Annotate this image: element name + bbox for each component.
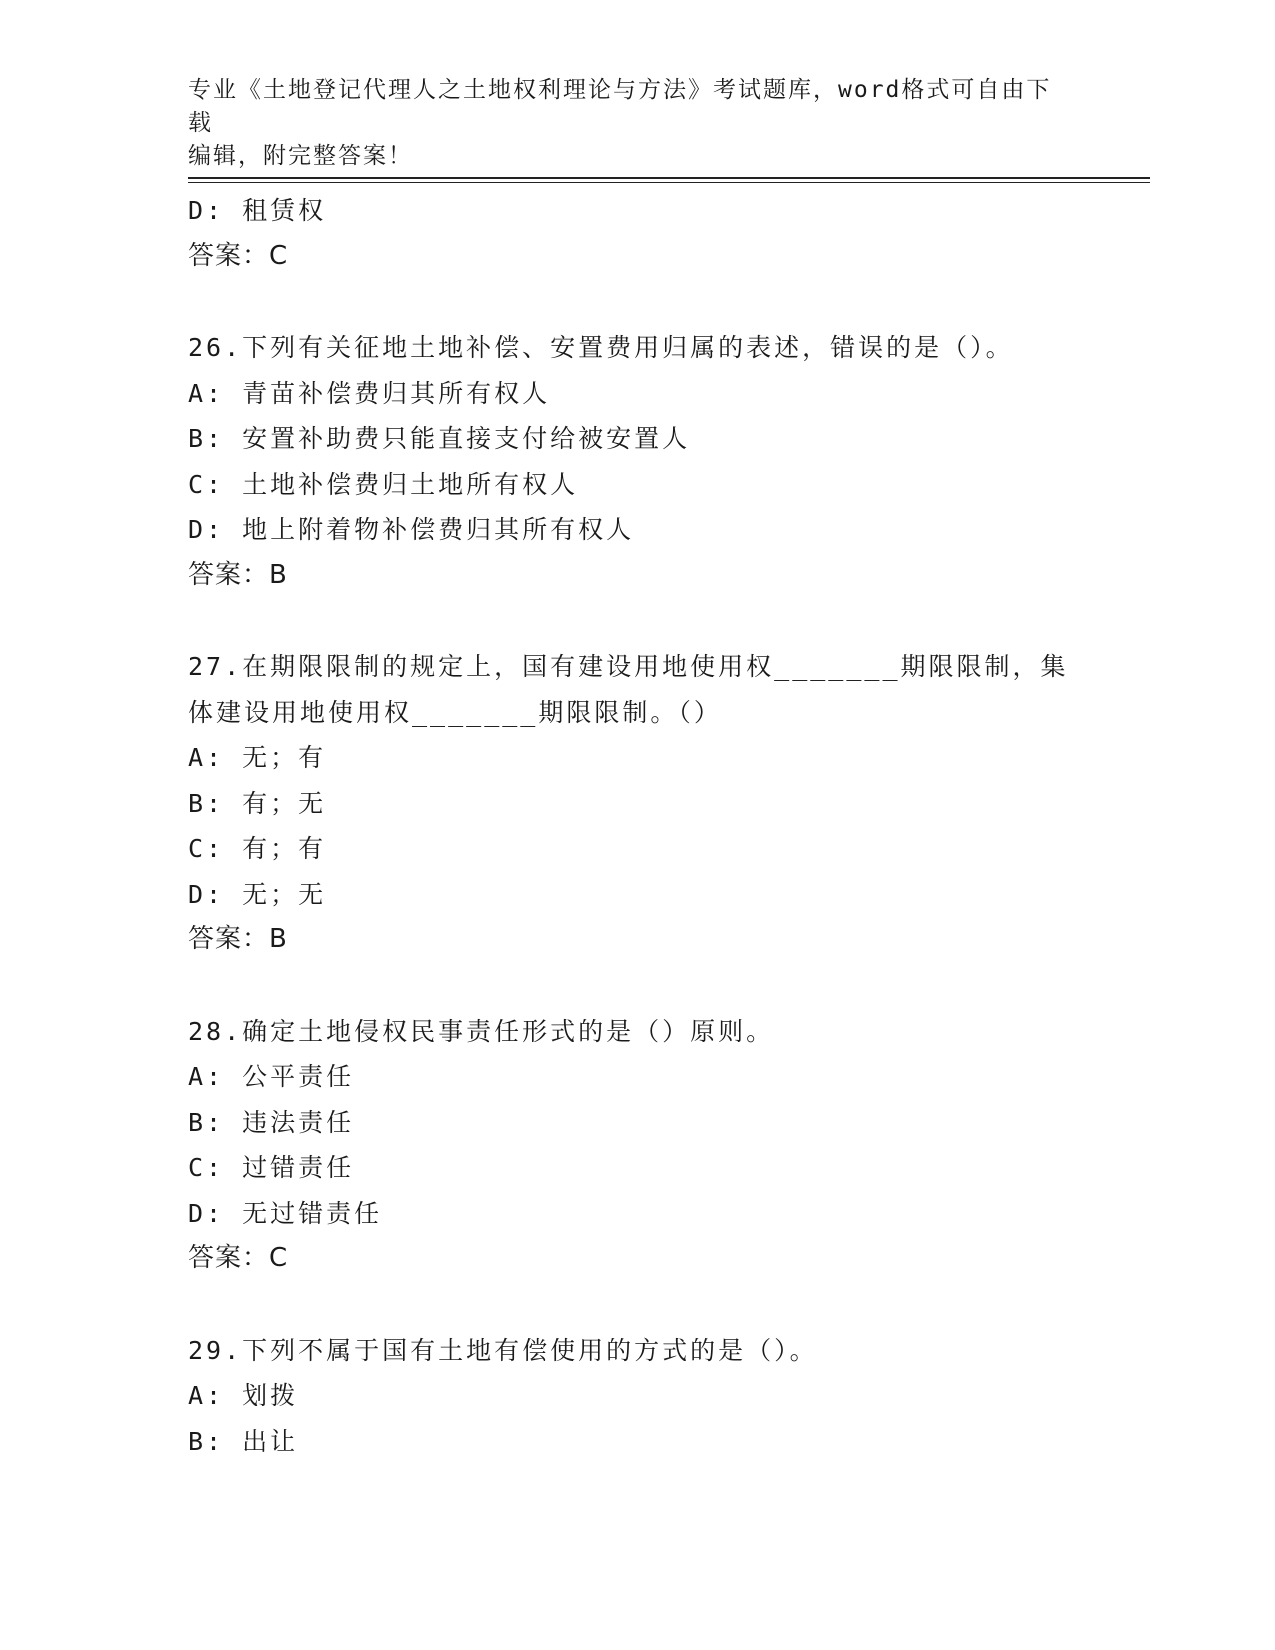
question-26 — [188, 325, 1088, 598]
spacer — [188, 598, 1088, 644]
option-a: A: 划拨 — [188, 1381, 299, 1410]
option-c: C: 过错责任 — [188, 1153, 355, 1182]
option-d: D: 地上附着物补偿费归其所有权人 — [188, 515, 635, 544]
question-28 — [188, 1009, 1088, 1282]
spacer — [188, 1282, 1088, 1328]
option-c: C: 土地补偿费归土地所有权人 — [188, 469, 579, 499]
spacer — [188, 279, 1088, 325]
option-a: A: 青苗补偿费归其所有权人 — [188, 378, 551, 408]
question-stem: 28.确定土地侵权民事责任形式的是（）原则。 — [188, 1016, 775, 1046]
question-stem: 26.下列有关征地土地补偿、安置费用归属的表述，错误的是（）。 — [188, 333, 1014, 362]
spacer — [188, 963, 1088, 1009]
question-list — [188, 188, 1088, 1464]
header-divider — [188, 177, 1150, 183]
answer-line: 答案：B — [188, 924, 288, 954]
option-a: A: 无；有 — [188, 743, 327, 772]
document-header — [188, 74, 1068, 173]
question-27 — [188, 644, 1088, 963]
option-b: B: 出让 — [188, 1426, 299, 1456]
option-b: B: 有；无 — [188, 788, 327, 818]
header-line-2: 编辑，附完整答案！ — [188, 143, 413, 169]
question-29 — [188, 1328, 1088, 1465]
option-c: C: 有；有 — [188, 834, 327, 863]
option-d: D: 租赁权 — [188, 196, 327, 225]
question-stem-continued: 体建设用地使用权_______期限限制。（） — [188, 697, 722, 727]
answer-line: 答案：C — [188, 1243, 289, 1273]
option-d: D: 无过错责任 — [188, 1198, 383, 1228]
option-b: B: 安置补助费只能直接支付给被安置人 — [188, 424, 691, 453]
header-line-1: 专业《土地登记代理人之土地权利理论与方法》考试题库，word格式可自由下载 — [188, 77, 1052, 136]
option-d: D: 无；无 — [188, 879, 327, 909]
question-stem: 29.下列不属于国有土地有偿使用的方式的是（）。 — [188, 1335, 818, 1365]
option-b: B: 违法责任 — [188, 1107, 355, 1137]
question-25-tail — [188, 188, 1088, 279]
question-stem: 27.在期限限制的规定上，国有建设用地使用权_______期限限制，集 — [188, 652, 1069, 681]
option-a: A: 公平责任 — [188, 1062, 355, 1091]
answer-line: 答案：B — [188, 559, 288, 590]
answer-line: 答案：C — [188, 240, 289, 271]
